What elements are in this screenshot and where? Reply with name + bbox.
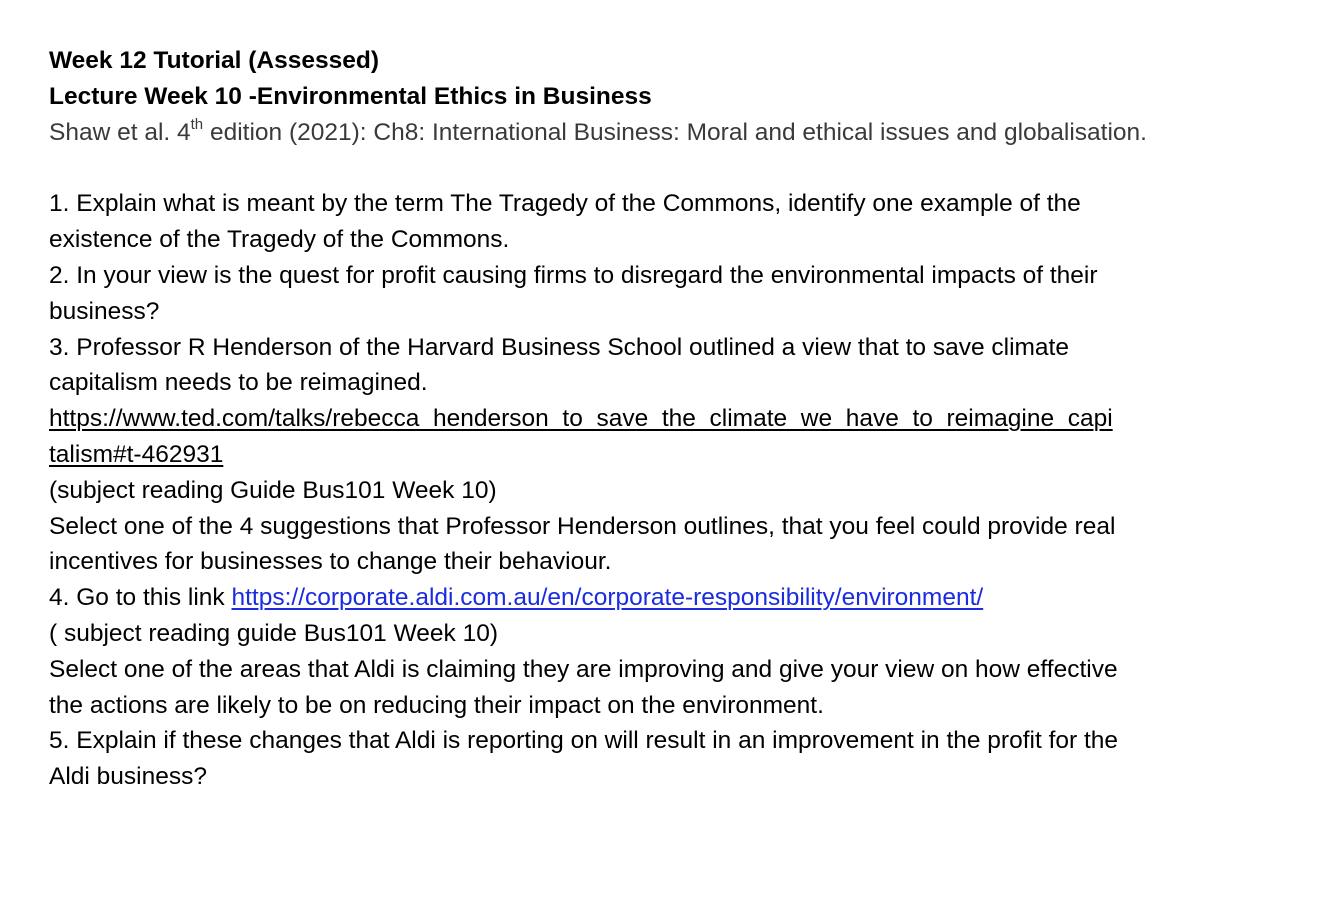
question-3-reading: (subject reading Guide Bus101 Week 10) xyxy=(49,476,497,504)
question-4-task-line-2: the actions are likely to be on reducing their impact on the environment. xyxy=(49,691,824,719)
edition-superscript: th xyxy=(190,116,204,134)
question-3-task-line-1: Select one of the 4 suggestions that Professor Henderson outlines, that you feel could provide real xyxy=(49,512,1116,540)
reading-reference-end: edition (2021): Ch8: International Business: Moral and ethical issues and globalisation. xyxy=(203,118,1147,146)
ted-talk-link-line-1 xyxy=(49,401,1279,437)
question-5-line-2: Aldi business? xyxy=(49,763,207,791)
question-4-prefix: 4. Go to this link xyxy=(49,584,232,612)
blank-line xyxy=(49,150,1279,186)
ted-talk-link[interactable]: https://www.ted.com/talks/rebecca_henderson_to_save_the_climate_we_have_to_reimagine_capi xyxy=(49,405,1113,433)
question-1-line-1: 1. Explain what is meant by the term The Tragedy of the Commons, identify one example of the xyxy=(49,190,1081,218)
question-3-line-1: 3. Professor R Henderson of the Harvard Business School outlined a view that to save climate xyxy=(49,333,1069,361)
ted-talk-link-line-2 xyxy=(49,437,1279,473)
reading-reference-start: Shaw et al. 4 xyxy=(49,118,191,146)
question-4-task-line-1: Select one of the areas that Aldi is claiming they are improving and give your view on how effective xyxy=(49,655,1118,683)
document-title: Week 12 Tutorial (Assessed) xyxy=(49,47,379,74)
question-2-line-1: 2. In your view is the quest for profit causing firms to disregard the environmental impacts of their xyxy=(49,261,1098,289)
aldi-environment-link[interactable]: https://corporate.aldi.com.au/en/corporate-responsibility/environment/ xyxy=(231,584,984,612)
question-3-task-line-2: incentives for businesses to change their behaviour. xyxy=(49,548,612,576)
question-4-reading: ( subject reading guide Bus101 Week 10) xyxy=(49,619,498,647)
reading-reference xyxy=(49,115,1279,151)
question-2-line-2: business? xyxy=(49,297,160,325)
question-3-line-2: capitalism needs to be reimagined. xyxy=(49,369,428,397)
document-body xyxy=(49,43,1279,795)
lecture-heading: Lecture Week 10 -Environmental Ethics in Business xyxy=(49,82,652,110)
question-5-line-1: 5. Explain if these changes that Aldi is reporting on will result in an improvement in the profit for the xyxy=(49,727,1119,755)
question-1-line-2: existence of the Tragedy of the Commons. xyxy=(49,226,510,254)
ted-talk-link-continued[interactable]: talism#t-462931 xyxy=(49,440,224,468)
question-4-line xyxy=(49,580,1279,616)
